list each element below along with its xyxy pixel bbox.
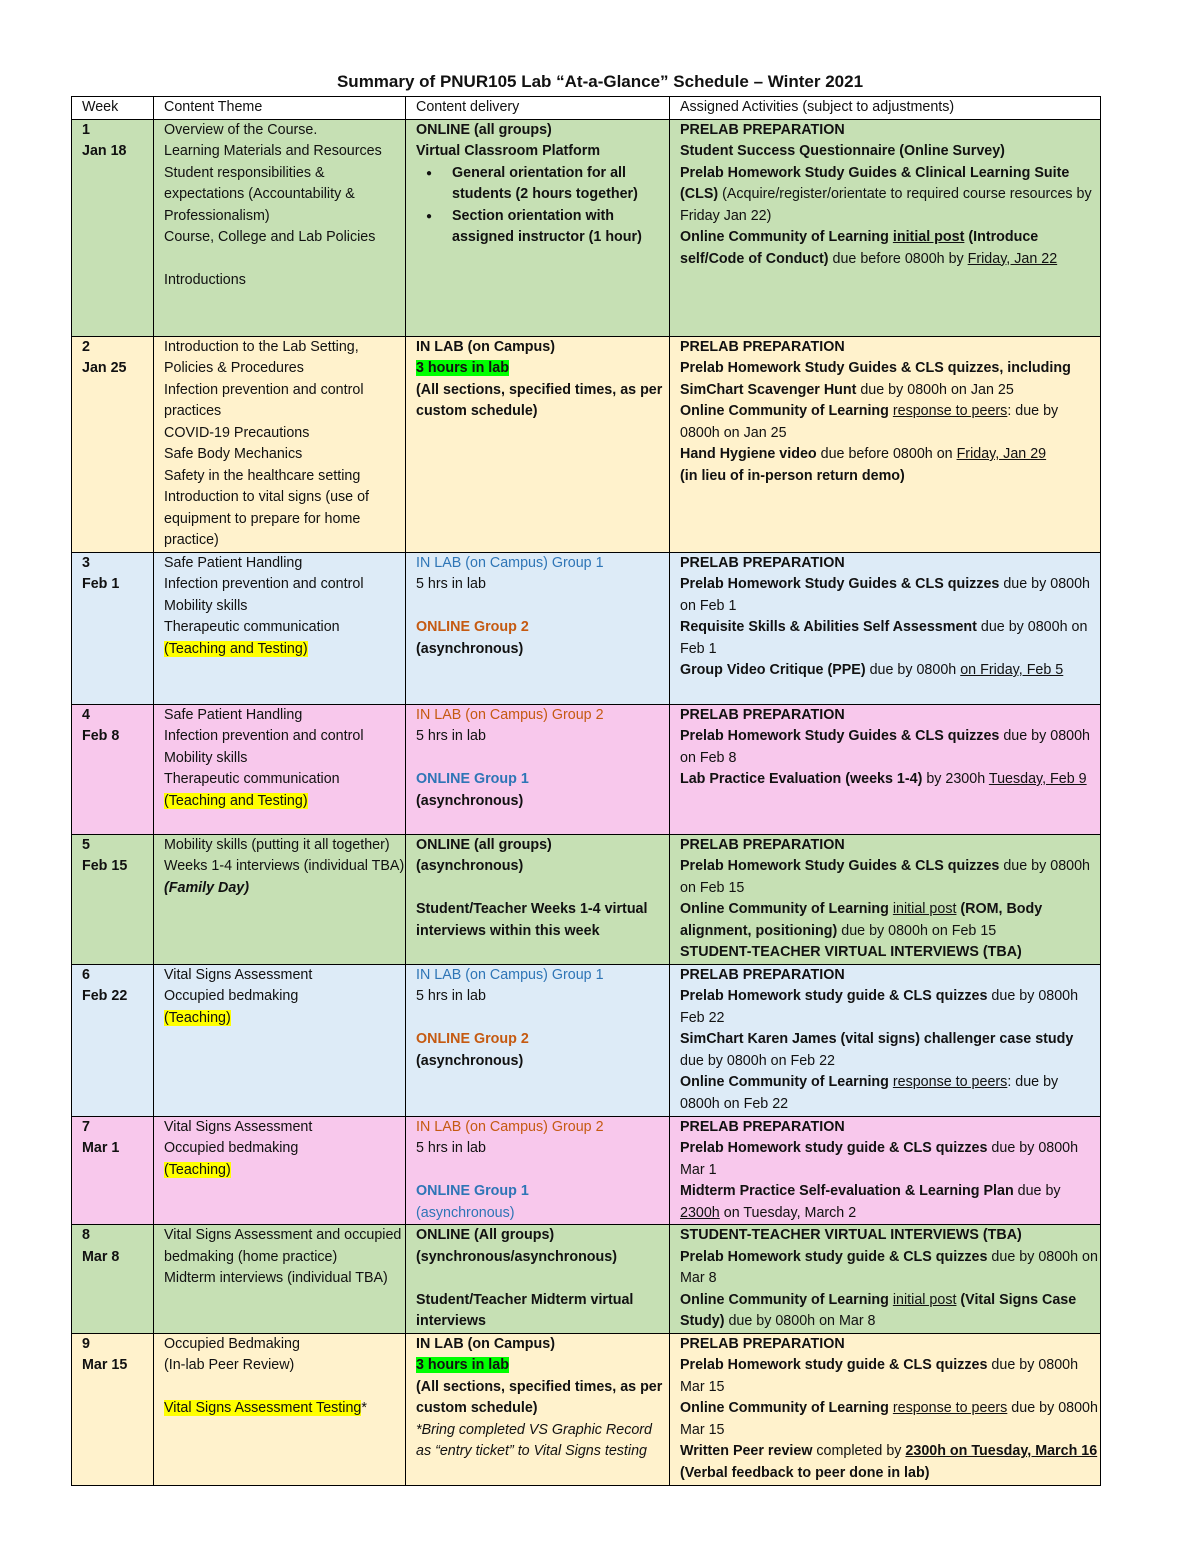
week-cell <box>72 1116 154 1225</box>
delivery-cell <box>406 552 670 704</box>
week-date: Feb 8 <box>82 728 120 744</box>
activity-item: Prelab Homework Study Guides & CLS quizzes due by 0800h on Feb 15 <box>680 858 1094 896</box>
delivery-group-lab: IN LAB (on Campus) Group 1 <box>416 966 604 983</box>
activity-heading: PRELAB PREPARATION <box>680 1335 845 1352</box>
activities-cell <box>670 834 1101 964</box>
activities-cell <box>670 1333 1101 1485</box>
delivery-cell <box>406 834 670 964</box>
header-assigned-activities: Assigned Activities (subject to adjustments) <box>670 97 1101 120</box>
theme-cell <box>154 1225 406 1334</box>
week-cell <box>72 119 154 336</box>
activity-item: Online Community of Learning initial post (ROM, Body alignment, positioning) due by 0800h on Feb 15 <box>680 901 1047 939</box>
theme-line: Occupied bedmaking <box>164 1140 299 1156</box>
delivery-note-italic: *Bring completed VS Graphic Record as “entry ticket” to Vital Signs testing <box>416 1421 656 1459</box>
theme-line: Therapeutic communication <box>164 771 340 787</box>
theme-line: Course, College and Lab Policies <box>164 229 376 245</box>
theme-line: Mobility skills (putting it all together) <box>164 836 390 853</box>
table-row <box>72 704 1101 834</box>
delivery-mode: ONLINE (all groups) <box>416 121 552 138</box>
theme-line: Safe Patient Handling <box>164 706 303 723</box>
week-number: 9 <box>82 1335 90 1352</box>
theme-highlight: (Teaching and Testing) <box>164 792 308 809</box>
week-date: Feb 15 <box>82 858 128 874</box>
week-cell <box>72 336 154 552</box>
week-date: Mar 8 <box>82 1248 120 1265</box>
theme-line: Mobility skills <box>164 597 248 614</box>
theme-line: Occupied bedmaking <box>164 988 299 1004</box>
theme-highlight: (Teaching and Testing) <box>164 640 308 657</box>
delivery-group-online: ONLINE Group 1 <box>416 771 529 787</box>
activity-item: Student Success Questionnaire (Online Survey) <box>680 143 1005 159</box>
delivery-bullets <box>416 163 669 249</box>
delivery-mode: ONLINE (All groups) <box>416 1227 555 1243</box>
theme-cell <box>154 704 406 834</box>
week-cell <box>72 834 154 964</box>
delivery-note: (asynchronous) <box>416 1052 524 1069</box>
header-content-theme: Content Theme <box>154 97 406 120</box>
theme-line: Introductions <box>164 272 246 288</box>
delivery-group-lab: IN LAB (on Campus) Group 2 <box>416 1118 604 1135</box>
activity-item: Written Peer review completed by 2300h on Tuesday, March 16 (Verbal feedback to peer done in lab) <box>680 1443 1102 1481</box>
activity-item: Prelab Homework Study Guides & CLS quizzes due by 0800h on Feb 8 <box>680 728 1094 766</box>
table-row <box>72 1116 1101 1225</box>
header-week: Week <box>72 97 154 120</box>
theme-line: COVID-19 Precautions <box>164 424 310 441</box>
theme-highlight: (Teaching) <box>164 1161 231 1178</box>
theme-line: Mobility skills <box>164 749 248 766</box>
week-date: Feb 1 <box>82 576 120 592</box>
delivery-note: (synchronous/asynchronous) <box>416 1248 617 1265</box>
activity-item: SimChart Karen James (vital signs) challenger case study due by 0800h on Feb 22 <box>680 1031 1078 1069</box>
activity-item: STUDENT-TEACHER VIRTUAL INTERVIEWS (TBA) <box>680 944 1022 960</box>
delivery-cell <box>406 1225 670 1334</box>
activity-item: Group Video Critique (PPE) due by 0800h on Friday, Feb 5 <box>680 662 1064 678</box>
week-cell <box>72 1333 154 1485</box>
activity-item: Prelab Homework Study Guides & CLS quizzes, including SimChart Scavenger Hunt due by 0800h on Jan 25 <box>680 360 1075 398</box>
theme-line: Occupied Bedmaking <box>164 1335 300 1352</box>
theme-line: Infection prevention and control practices <box>164 381 368 419</box>
theme-line: Overview of the Course. <box>164 121 318 138</box>
activity-item: Hand Hygiene video due before 0800h on Friday, Jan 29 <box>680 446 1047 462</box>
activity-item: Requisite Skills & Abilities Self Assessment due by 0800h on Feb 1 <box>680 619 1092 657</box>
activities-cell <box>670 964 1101 1116</box>
delivery-cell <box>406 1333 670 1485</box>
activity-item: Prelab Homework study guide & CLS quizzes due by 0800h Mar 15 <box>680 1357 1083 1395</box>
delivery-bullet: ● Section orientation with assigned instructor (1 hour) <box>452 206 669 249</box>
theme-highlight: Vital Signs Assessment Testing <box>164 1400 362 1416</box>
activity-item: Prelab Homework study guide & CLS quizzes due by 0800h on Mar 8 <box>680 1248 1102 1286</box>
activity-item: Prelab Homework study guide & CLS quizzes due by 0800h Mar 1 <box>680 1140 1083 1178</box>
delivery-note: (asynchronous) <box>416 1204 515 1221</box>
table-row <box>72 834 1101 964</box>
theme-line: Safe Body Mechanics <box>164 446 303 462</box>
activity-heading: PRELAB PREPARATION <box>680 966 845 983</box>
activity-heading: PRELAB PREPARATION <box>680 1118 845 1135</box>
activities-cell <box>670 336 1101 552</box>
activity-item: Prelab Homework Study Guides & Clinical Learning Suite (CLS) (Acquire/register/orientate to required course resources by Friday Jan 22) <box>680 164 1096 224</box>
delivery-cell <box>406 1116 670 1225</box>
theme-line: Weeks 1-4 interviews (individual TBA) <box>164 858 405 874</box>
header-content-delivery: Content delivery <box>406 97 670 120</box>
header-row <box>72 97 1101 120</box>
theme-cell <box>154 1116 406 1225</box>
delivery-hours: 5 hrs in lab <box>416 1140 486 1156</box>
theme-cell: Occupied Bedmaking (In-lab Peer Review) Vital Signs Assessment Testing* <box>154 1333 406 1485</box>
activity-item: Online Community of Learning response to peers: due by 0800h on Feb 22 <box>680 1074 1063 1112</box>
activity-item: Lab Practice Evaluation (weeks 1-4) by 2300h Tuesday, Feb 9 <box>680 771 1087 787</box>
week-number: 3 <box>82 554 90 571</box>
theme-line: Vital Signs Assessment and occupied bedmaking (home practice) <box>164 1227 406 1265</box>
lab-hours-highlight: 3 hours in lab <box>416 1357 509 1373</box>
week-date: Jan 25 <box>82 360 127 376</box>
theme-line: Vital Signs Assessment <box>164 1118 313 1135</box>
theme-line: Infection prevention and control <box>164 728 364 744</box>
activity-item: (in lieu of in-person return demo) <box>680 467 905 484</box>
table-row <box>72 1333 1101 1485</box>
theme-line: Introduction to the Lab Setting, Policies & Procedures <box>164 338 363 376</box>
delivery-cell <box>406 704 670 834</box>
week-cell <box>72 964 154 1116</box>
table-row <box>72 119 1101 336</box>
delivery-note: (asynchronous) <box>416 792 524 809</box>
delivery-hours: 5 hrs in lab <box>416 988 486 1004</box>
activity-item: Online Community of Learning response to peers: due by 0800h on Jan 25 <box>680 403 1063 441</box>
delivery-group-lab: IN LAB (on Campus) Group 2 <box>416 706 604 723</box>
week-cell <box>72 552 154 704</box>
theme-highlight: (Teaching) <box>164 1009 231 1026</box>
delivery-group-online: ONLINE Group 2 <box>416 1031 529 1047</box>
delivery-note: (All sections, specified times, as per custom schedule) <box>416 1378 667 1416</box>
delivery-note: Student/Teacher Weeks 1-4 virtual interviews within this week <box>416 901 652 939</box>
week-cell <box>72 1225 154 1334</box>
table-row <box>72 336 1101 552</box>
theme-line: Student responsibilities & expectations (Accountability & Professionalism) <box>164 164 359 224</box>
week-date: Jan 18 <box>82 143 127 159</box>
table-row <box>72 1225 1101 1334</box>
activities-cell <box>670 1225 1101 1334</box>
activity-heading: PRELAB PREPARATION <box>680 121 845 138</box>
delivery-group-online: ONLINE Group 2 <box>416 619 529 635</box>
activity-heading: PRELAB PREPARATION <box>680 338 845 355</box>
delivery-cell <box>406 964 670 1116</box>
activity-item: Prelab Homework study guide & CLS quizzes due by 0800h Feb 22 <box>680 988 1083 1026</box>
activity-item: Online Community of Learning response to peers due by 0800h Mar 15 <box>680 1400 1102 1438</box>
table-row <box>72 964 1101 1116</box>
delivery-bullet: ● General orientation for all students (2 hours together) <box>452 163 669 206</box>
delivery-note: (asynchronous) <box>416 858 524 874</box>
delivery-hours: 5 hrs in lab <box>416 728 486 744</box>
theme-line: Vital Signs Assessment <box>164 966 313 983</box>
delivery-platform: Virtual Classroom Platform <box>416 143 601 159</box>
week-number: 5 <box>82 836 90 853</box>
theme-line: Introduction to vital signs (use of equipment to prepare for home practice) <box>164 489 374 548</box>
theme-line: Infection prevention and control <box>164 576 364 592</box>
activity-heading: PRELAB PREPARATION <box>680 706 845 723</box>
delivery-mode: IN LAB (on Campus) <box>416 338 555 355</box>
theme-line: Midterm interviews (individual TBA) <box>164 1270 388 1286</box>
activities-cell <box>670 119 1101 336</box>
table-row <box>72 552 1101 704</box>
week-date: Feb 22 <box>82 988 128 1004</box>
delivery-note: (All sections, specified times, as per custom schedule) <box>416 381 667 419</box>
week-number: 6 <box>82 966 90 983</box>
delivery-note: (asynchronous) <box>416 640 524 657</box>
week-date: Mar 15 <box>82 1357 128 1373</box>
activity-heading: PRELAB PREPARATION <box>680 554 845 571</box>
schedule-table <box>71 96 1101 1486</box>
delivery-hours: 5 hrs in lab <box>416 576 486 592</box>
delivery-mode: IN LAB (on Campus) <box>416 1335 555 1352</box>
theme-cell <box>154 119 406 336</box>
delivery-group-lab: IN LAB (on Campus) Group 1 <box>416 554 604 571</box>
theme-cell <box>154 834 406 964</box>
week-date: Mar 1 <box>82 1140 120 1156</box>
activity-item: Prelab Homework Study Guides & CLS quizzes due by 0800h on Feb 1 <box>680 576 1094 614</box>
theme-line: Safety in the healthcare setting <box>164 467 361 484</box>
theme-line: Therapeutic communication <box>164 619 340 635</box>
delivery-mode: ONLINE (all groups) <box>416 836 552 853</box>
theme-cell <box>154 964 406 1116</box>
activity-heading: PRELAB PREPARATION <box>680 836 845 853</box>
week-number: 8 <box>82 1227 90 1243</box>
week-number: 2 <box>82 338 90 355</box>
activity-item: Online Community of Learning initial post (Vital Signs Case Study) due by 0800h on Mar 8 <box>680 1291 1081 1329</box>
week-number: 1 <box>82 121 90 138</box>
delivery-cell <box>406 336 670 552</box>
delivery-group-online: ONLINE Group 1 <box>416 1183 529 1199</box>
week-cell <box>72 704 154 834</box>
activity-heading: STUDENT-TEACHER VIRTUAL INTERVIEWS (TBA) <box>680 1227 1022 1243</box>
activity-item: Midterm Practice Self-evaluation & Learning Plan due by 2300h on Tuesday, March 2 <box>680 1183 1065 1221</box>
activity-item: Online Community of Learning initial post (Introduce self/Code of Conduct) due before 0800h by Friday, Jan 22 <box>680 229 1058 267</box>
week-number: 4 <box>82 706 90 723</box>
theme-italic: (Family Day) <box>164 879 250 896</box>
theme-cell <box>154 552 406 704</box>
page-title: Summary of PNUR105 Lab “At-a-Glance” Schedule – Winter 2021 <box>336 72 864 91</box>
week-number: 7 <box>82 1118 90 1135</box>
theme-line: (In-lab Peer Review) <box>164 1357 295 1373</box>
delivery-cell <box>406 119 670 336</box>
theme-cell <box>154 336 406 552</box>
activities-cell <box>670 552 1101 704</box>
theme-line: Learning Materials and Resources <box>164 143 382 159</box>
activities-cell <box>670 1116 1101 1225</box>
activities-cell <box>670 704 1101 834</box>
delivery-note: Student/Teacher Midterm virtual interviews <box>416 1291 638 1329</box>
lab-hours-highlight: 3 hours in lab <box>416 360 509 376</box>
theme-line: Safe Patient Handling <box>164 554 303 571</box>
